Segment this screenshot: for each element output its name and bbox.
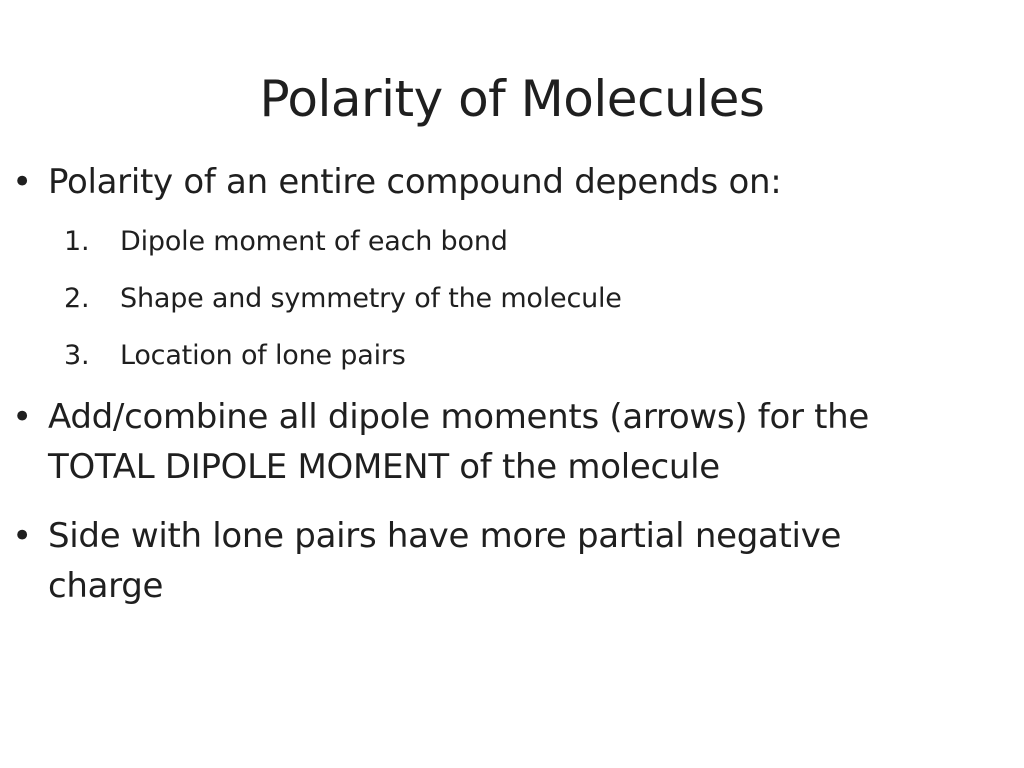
item-number: 1. (64, 226, 90, 257)
item-number: 2. (64, 283, 90, 314)
bullet-line: charge (48, 566, 164, 606)
bullet-marker: • (12, 397, 32, 437)
bullet-item (12, 392, 988, 492)
item-number: 3. (64, 340, 90, 371)
item-text: Dipole moment of each bond (120, 226, 508, 257)
slide-title: Polarity of Molecules (259, 70, 765, 128)
bullet-line: Add/combine all dipole moments (arrows) for the (48, 397, 870, 437)
numbered-item (64, 222, 944, 262)
bullet-marker: • (12, 162, 32, 202)
bullet-marker: • (12, 516, 32, 556)
numbered-item (64, 336, 944, 376)
bullet-line: Side with lone pairs have more partial negative (48, 516, 842, 556)
bullet-text: Polarity of an entire compound depends on: (48, 162, 782, 202)
numbered-item (64, 279, 944, 319)
item-text: Shape and symmetry of the molecule (120, 283, 622, 314)
item-text: Location of lone pairs (120, 340, 406, 371)
bullet-line: TOTAL DIPOLE MOMENT of the molecule (48, 447, 720, 487)
bullet-item (12, 157, 988, 207)
bullet-item (12, 511, 988, 611)
